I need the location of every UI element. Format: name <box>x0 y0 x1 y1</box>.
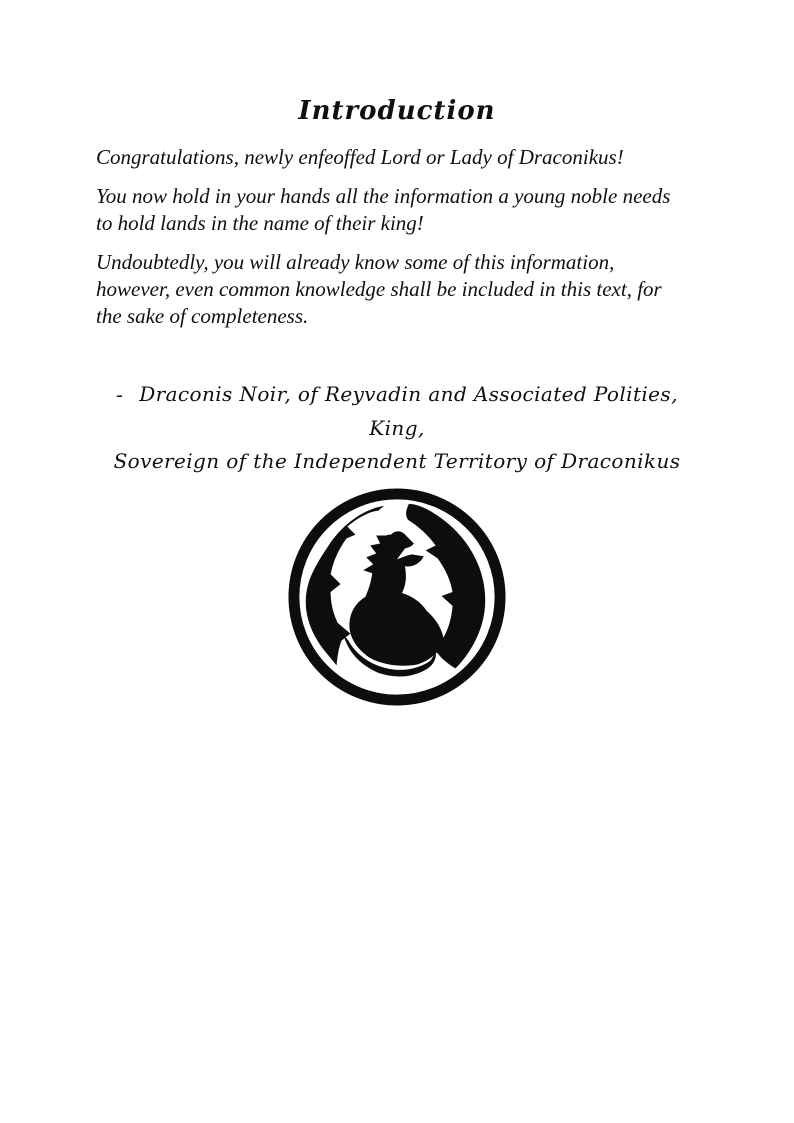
signature-line-2: Sovereign of the Independent Territory of Draconikus <box>113 449 681 473</box>
text-line: Congratulations, newly enfeoffed Lord or Lady of Draconikus! <box>96 145 624 169</box>
paragraph-3 <box>96 249 698 330</box>
text-line: to hold lands in the name of their king! <box>96 211 424 235</box>
dragon-logo <box>96 486 698 708</box>
signature-dash: - <box>116 384 124 406</box>
page-content <box>0 94 794 708</box>
text-line: however, even common knowledge shall be included in this text, for <box>96 277 662 301</box>
signature-block <box>96 378 698 478</box>
paragraph-1 <box>96 144 698 171</box>
text-line: Undoubtedly, you will already know some of this information, <box>96 250 615 274</box>
page-title: Introduction <box>298 96 496 126</box>
signature-text: Draconis Noir, of Reyvadin and Associated Polities, King, <box>139 382 678 440</box>
signature-line-1 <box>96 378 698 445</box>
paragraph-2 <box>96 183 698 237</box>
text-line: the sake of completeness. <box>96 304 309 328</box>
dragon-emblem-icon <box>286 486 508 708</box>
text-line: You now hold in your hands all the information a young noble needs <box>96 184 671 208</box>
body-text <box>96 144 698 330</box>
